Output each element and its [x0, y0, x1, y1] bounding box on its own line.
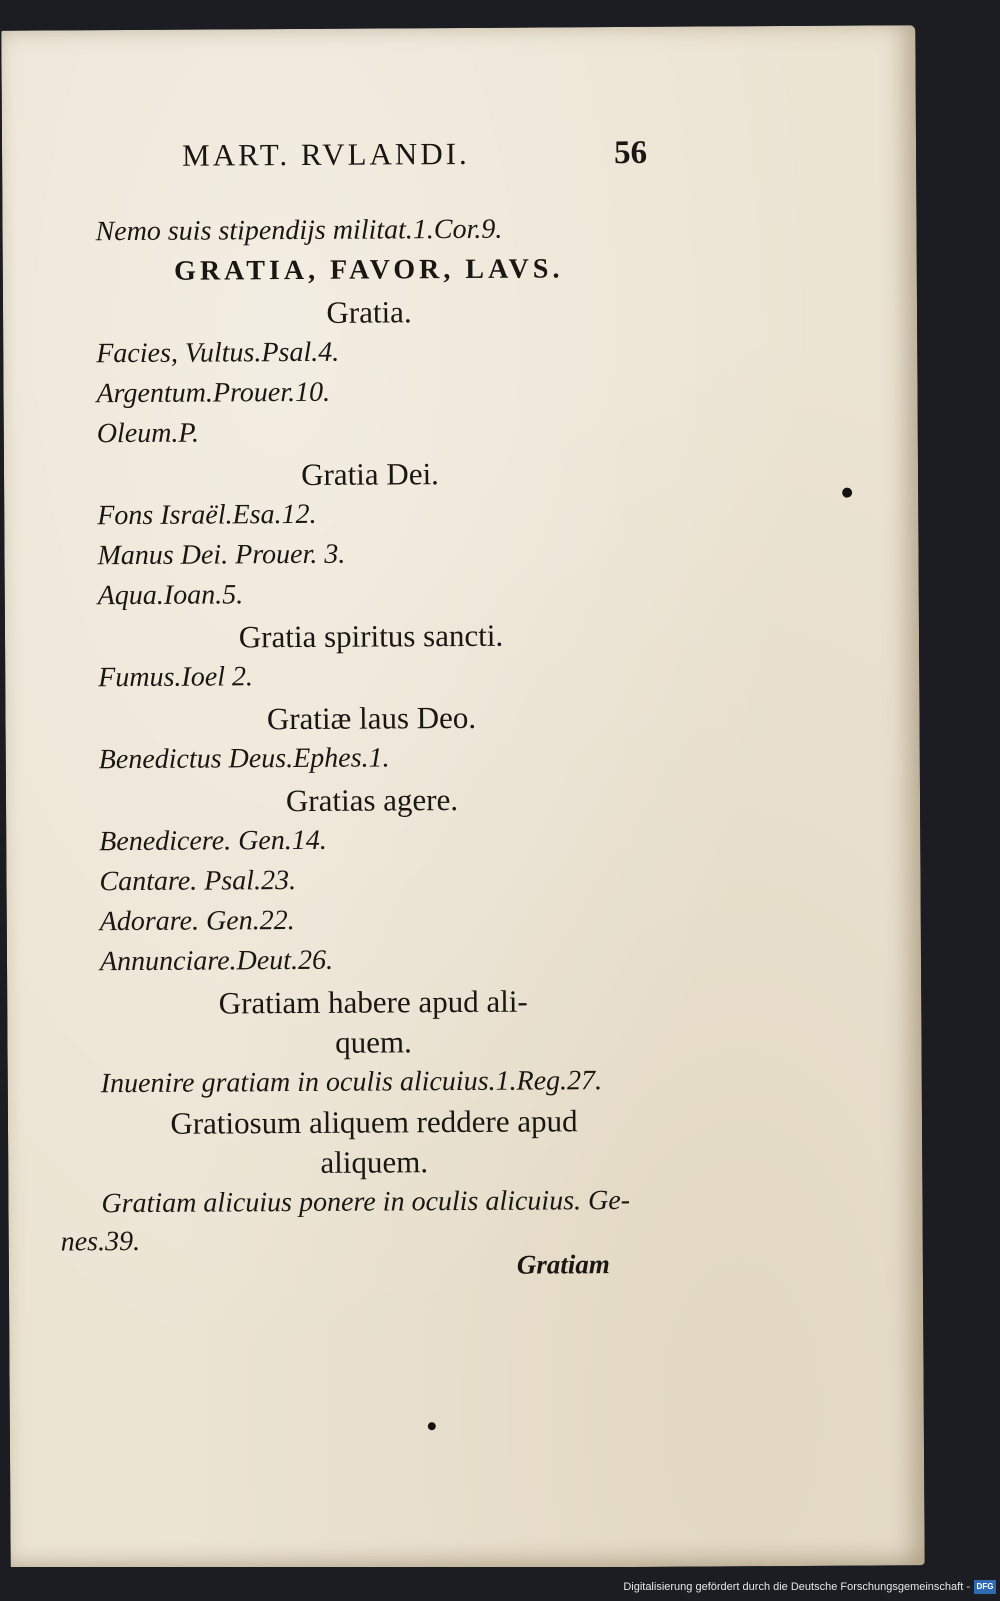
running-header: MART. RVLANDI. [181, 135, 470, 173]
text-line: Facies, Vultus.Psal.4. [96, 336, 340, 370]
catchword: Gratiam [516, 1249, 610, 1280]
subheading: aliquem. [320, 1144, 429, 1180]
text-line: Manus Dei. Prouer. 3. [97, 538, 346, 572]
text-line: Cantare. Psal.23. [99, 865, 297, 898]
subheading: Gratiæ laus Deo. [266, 699, 477, 737]
subheading: Gratiosum aliquem reddere apud [170, 1103, 578, 1141]
text-line: Benedicere. Gen.14. [99, 824, 327, 858]
text-line: Argentum.Prouer.10. [96, 376, 331, 410]
text-line: Fumus.Ioel 2. [98, 661, 254, 694]
ink-spot [428, 1422, 436, 1430]
section-heading: GRATIA, FAVOR, LAVS. [174, 253, 564, 287]
subheading: Gratiam habere apud ali- [218, 983, 528, 1021]
ink-spot [842, 488, 852, 498]
text-line: Annunciare.Deut.26. [99, 944, 334, 978]
subheading: quem. [335, 1024, 412, 1060]
subheading: Gratias agere. [285, 782, 459, 819]
dfg-logo: DFG [974, 1580, 996, 1594]
text-line: Benedictus Deus.Ephes.1. [98, 742, 390, 776]
text-line: Oleum.P. [96, 417, 200, 450]
text-line: Gratiam alicuius ponere in oculis alicuius. Ge- [101, 1184, 631, 1220]
digitization-credit: Digitalisierung gefördert durch die Deutsche Forschungsgemeinschaft - [623, 1581, 970, 1593]
text-line: Adorare. Gen.22. [99, 905, 295, 938]
book-page [1, 25, 924, 1571]
text-line: Fons Israël.Esa.12. [97, 498, 317, 532]
footer-bar [0, 1567, 1000, 1601]
text-line: Nemo suis stipendijs militat.1.Cor.9. [95, 213, 503, 248]
subheading: Gratia Dei. [301, 456, 439, 492]
text-line: Inuenire gratiam in oculis alicuius.1.Reg.27. [100, 1065, 603, 1100]
text-line: nes.39. [60, 1225, 141, 1258]
subheading: Gratia spiritus sancti. [238, 617, 504, 655]
subheading: Gratia. [326, 294, 412, 330]
text-line: Aqua.Ioan.5. [97, 579, 244, 612]
page-number: 56 [613, 134, 648, 172]
